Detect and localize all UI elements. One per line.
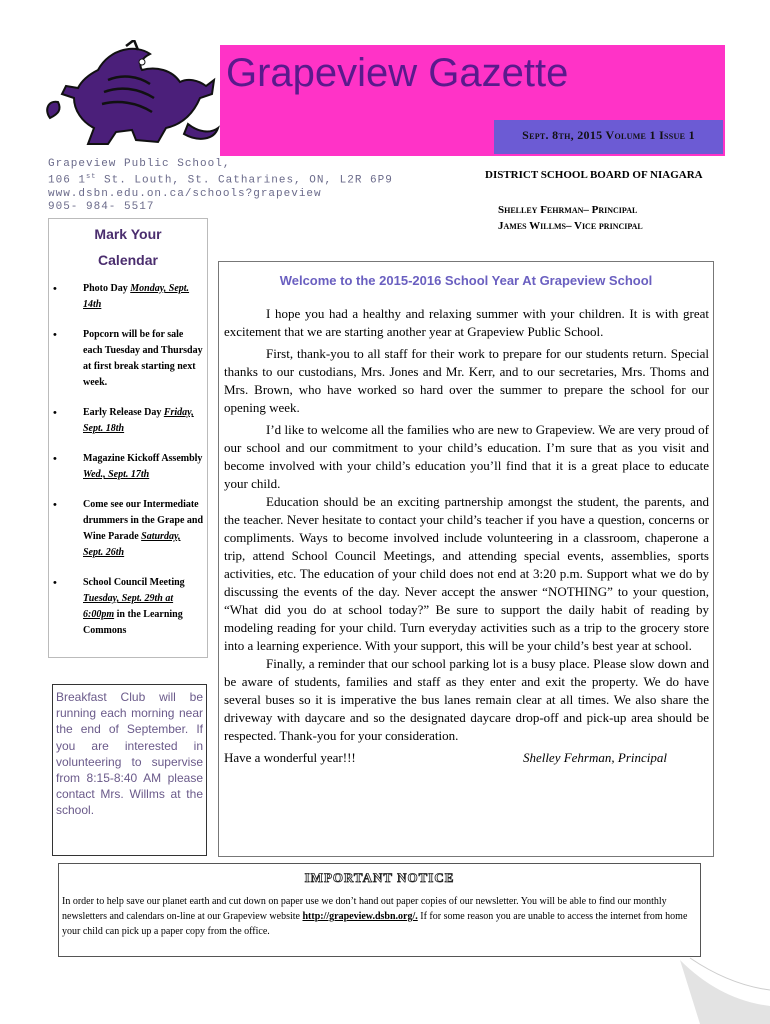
calendar-date: Monday, Sept. 14th [83,283,190,310]
newsletter-title: Grapeview Gazette [226,51,569,95]
vice-principal-name: James Willms– Vice principal [498,220,643,232]
calendar-item: • Photo Day Monday, Sept. 14th [53,283,190,310]
welcome-article [218,261,714,857]
calendar-item: • Magazine Kickoff Assembly Wed., Sept. 17th [53,453,203,480]
bullet-icon: • [53,283,57,295]
article-heading: Welcome to the 2015-2016 School Year At Grapeview School [279,273,653,288]
bullet-icon: • [53,407,57,419]
website-link[interactable]: http://grapeview.dsbn.org/. [302,911,418,922]
calendar-sidebar [48,218,208,658]
bullet-icon: • [53,499,57,511]
calendar-item: • Come see our Intermediate drummers in the Grape and Wine Parade Saturday, Sept. 26th [53,499,203,558]
school-phone: 905- 984- 5517 [48,200,155,213]
masthead [220,45,725,156]
school-website[interactable]: www.dsbn.edu.on.ca/schools?grapeview [48,187,322,200]
school-name: Grapeview Public School, [48,158,231,170]
staff-list [498,202,643,234]
calendar-date: Friday, Sept. 18th [83,407,194,434]
article-paragraph: I’d like to welcome all the families who are new to Grapeview. We are very proud of our school and our commitment to your child’s education. I’m sure that as you visit and become involved with your child’s education you’ll find that it is a great place to educate your child. [224,422,709,491]
article-paragraph: Education should be an exciting partnership amongst the student, the parents, and the teacher. Never hesitate to contact your child’s teacher if you have a question, concerns or compliments. Ways to become involved include volunteering in a classroom, chaperone a trip, attend School Council Meetings, and attending special events, assemblies, sports activities, etc. The education of your child does not end at 3:20 p.m. Support what we do by discussing the events of the day. Never accept the answer “NOTHING” to your question, “What did you do at school today?” Be sure to support the daily habit of reading by modeling reading for your child. Turn everyday activities such as a trip to the grocery store into a learning experience. With your support, this will be your child’s best year at school. [224,494,709,653]
article-paragraph: First, thank-you to all staff for their work to prepare for our students return. Special thanks to our custodians, Mrs. Jones and Mr. Kerr, and to our secretaries, Mrs. Thoms and Mrs. Brown, who have worked so hard over the summer to prepare the school for our opening week. [224,346,709,415]
article-body [224,305,709,767]
closing-line: Have a wonderful year!!! [224,750,356,765]
signature: Shelley Fehrman, Principal [522,750,667,765]
bullet-icon: • [53,453,57,465]
article-paragraph: Finally, a reminder that our school parking lot is a busy place. Please slow down and be aware of students, families and staff as they enter and exit the property. We do have several buses so it is imperative the bus lanes remain clear at all times. We also share the driveway with daycare and so the designated daycare drop-off and pick-up area should be respected. Thank-you for your consideration. [224,656,709,743]
calendar-date: Tuesday, Sept. 29th at 6:00pm [83,593,174,620]
notice-title: IMPORTANT NOTICE [304,870,455,885]
griffin-mascot-icon [38,40,220,162]
street-address: 106 1st St. Louth, St. Catharines, ON, L2R 6P9 [48,173,393,187]
important-notice-box [58,863,701,957]
calendar-item: • School Council Meeting Tuesday, Sept. 29th at 6:00pm in the Learning Commons [53,577,185,636]
notice-text: In order to help save our planet earth and cut down on paper use we don’t hand out paper copies of our newsletter. You will be able to find our monthly newsletters and calendars on-line at our Grapeview website http://grapeview.dsbn.org/. If for some reason you are unable to access the internet from home your child can pick up a paper copy from the office. [62,896,688,937]
principal-name: Shelley Fehrman– Principal [498,204,638,216]
bullet-icon: • [53,329,57,341]
calendar-list [49,281,207,639]
issue-date: Sept. 8th, 2015 Volume 1 Issue 1 [494,120,723,154]
school-address [48,158,393,214]
article-signoff [224,749,709,767]
breakfast-club-box: Breakfast Club will be running each morning near the end of September. If you are interested in volunteering to supervise from 8:15-8:40 AM please contact Mrs. Willms at the school. [52,684,207,856]
district-name: DISTRICT SCHOOL BOARD OF NIAGARA [485,169,703,181]
calendar-date: Wed., Sept. 17th [83,469,150,480]
calendar-date: Saturday, Sept. 26th [83,531,181,558]
calendar-heading: Mark Your Calendar [94,226,162,268]
calendar-item: • Early Release Day Friday, Sept. 18th [53,407,194,434]
bullet-icon: • [53,577,57,589]
article-paragraph: I hope you had a healthy and relaxing summer with your children. It is with great excitement that we are starting another year at Grapeview Public School. [224,306,709,339]
calendar-item: • Popcorn will be for sale each Tuesday and Thursday at first break starting next week. [53,329,203,388]
